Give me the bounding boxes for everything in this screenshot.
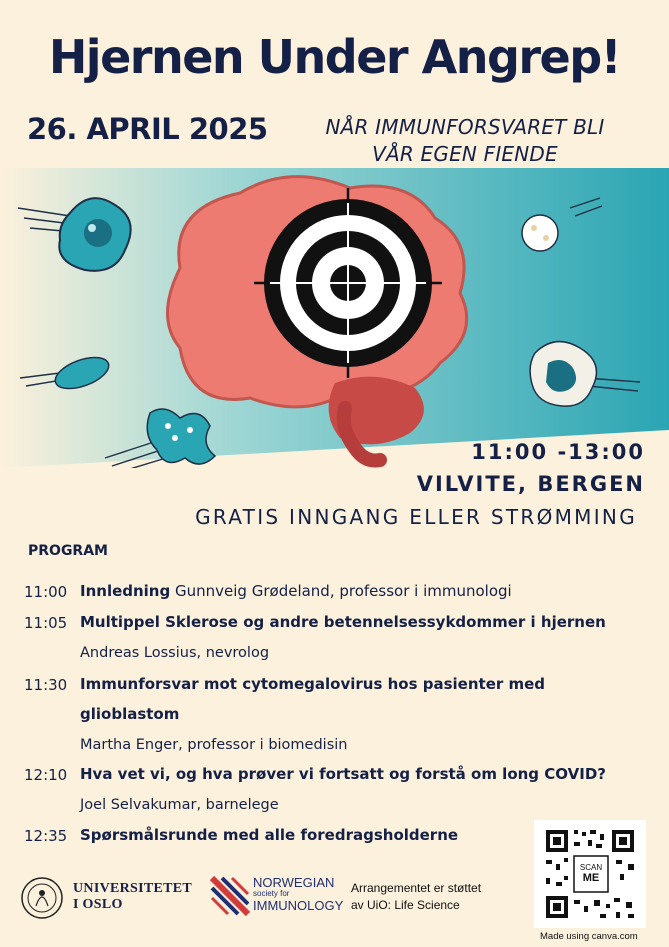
uio-name (73, 881, 192, 913)
program-speaker: Joel Selvakumar, barnelege (80, 797, 279, 813)
program-time: 11:05 (24, 614, 68, 632)
program-title: Hva vet vi, og hva prøver vi fortsatt og forstå om long COVID? (80, 765, 606, 783)
scan-label: SCAN (579, 863, 603, 872)
program-content (80, 607, 650, 637)
me-label: ME (582, 872, 600, 884)
program-speaker: Martha Enger, professor i biomedisin (80, 737, 348, 753)
scan-me-label (574, 862, 608, 884)
nsi-line-3: IMMUNOLOGY (253, 898, 344, 913)
event-date: 26. APRIL 2025 (27, 112, 268, 146)
nsi-logo-icon (210, 874, 250, 916)
support-line-1: Arrangementet er støttet (351, 881, 482, 895)
support-text (351, 880, 481, 914)
nsi-line-1: NORWEGIAN (253, 875, 335, 890)
subtitle-line-1: NÅR IMMUNFORSVARET BLI (325, 115, 605, 139)
uio-line-1: UNIVERSITETET (73, 881, 193, 896)
subtitle (300, 114, 630, 168)
program-title: Spørsmålsrunde med alle foredragsholderne (80, 826, 459, 844)
subtitle-line-2: VÅR EGEN FIENDE (372, 142, 558, 166)
program-time: 12:10 (24, 766, 68, 784)
program-content (80, 759, 650, 789)
qr-code[interactable] (534, 820, 646, 928)
brain-with-target-icon (0, 168, 669, 468)
program-heading: PROGRAM (28, 543, 108, 559)
program-content (80, 669, 560, 729)
program-time: 11:30 (24, 676, 68, 694)
event-venue: VILVITE, BERGEN (416, 472, 645, 496)
uio-seal-icon (20, 876, 64, 920)
program-speaker: Andreas Lossius, nevrolog (80, 645, 270, 661)
program-time: 12:35 (24, 827, 68, 845)
program-content (80, 576, 650, 606)
canva-credit: Made using canva.com (540, 931, 638, 942)
program-title: Innledning (80, 582, 171, 600)
uio-line-2: I OSLO (73, 897, 123, 912)
nsi-name (253, 876, 343, 912)
program-title: Immunforsvar mot cytomegalovirus hos pasienter med glioblastom (80, 675, 546, 723)
page-title: Hjernen Under Angrep! (48, 30, 621, 84)
program-time: 11:00 (24, 583, 68, 601)
entry-info: GRATIS INNGANG ELLER STRØMMING (195, 505, 637, 529)
virus-icon (522, 215, 558, 251)
program-speaker: Gunnveig Grødeland, professor i immunologi (175, 582, 512, 600)
event-time: 11:00 -13:00 (471, 440, 645, 464)
program-title: Multippel Sklerose og andre betennelsessykdommer i hjernen (80, 613, 606, 631)
nsi-line-2: society for (253, 889, 290, 898)
support-line-2: av UiO: Life Science (351, 898, 460, 912)
